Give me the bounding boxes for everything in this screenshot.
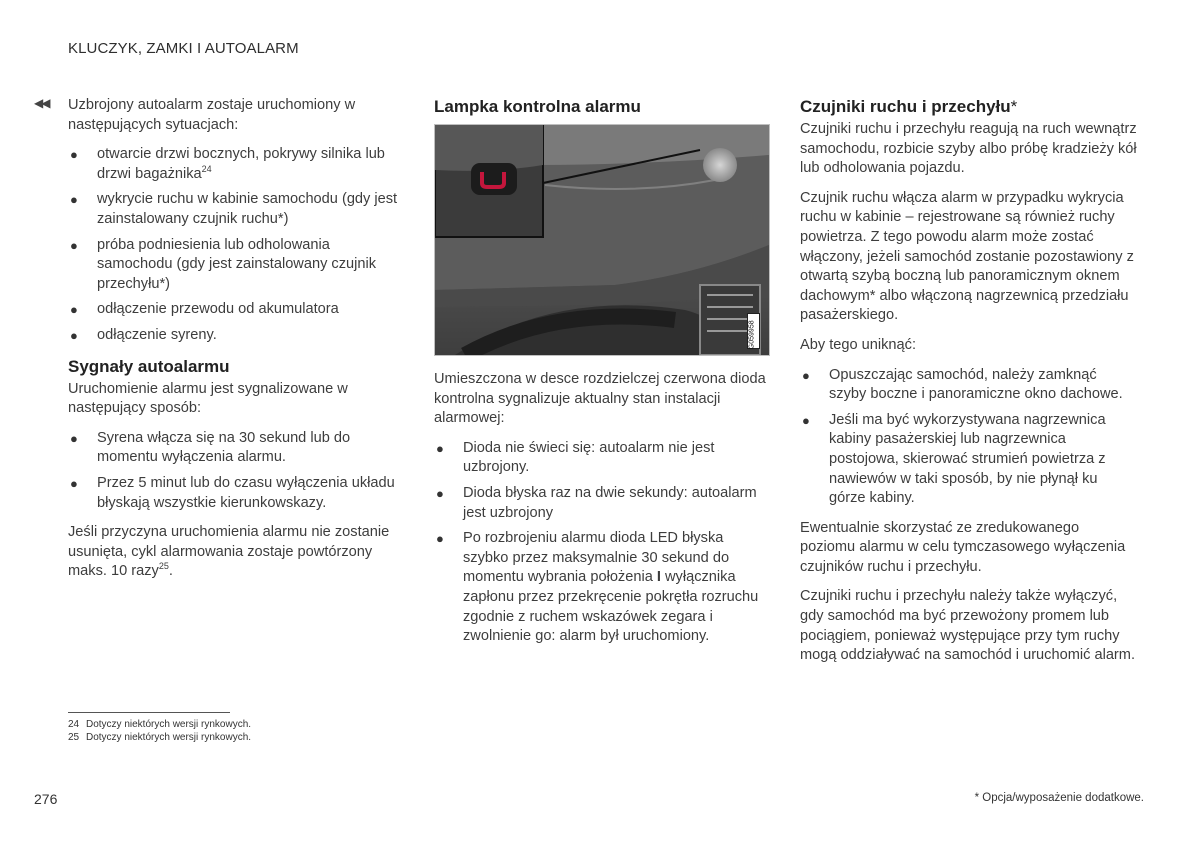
footnote-ref[interactable]: 25 [158, 561, 169, 572]
section-heading: Czujniki ruchu i przechyłu* [800, 97, 1018, 116]
prevention-list [800, 366, 1138, 509]
list-item: ● odłączenie syreny. [68, 326, 398, 346]
bullet-icon: ● [70, 430, 78, 446]
footnote: 25 Dotyczy niektórych wersji rynkowych. [68, 732, 252, 743]
section-heading: Lampka kontrolna alarmu [434, 97, 641, 116]
paragraph: Ewentualnie skorzystać ze zredukowanego poziomu alarmu w celu tymczasowego wyłączenia czujników ruchu i przechyłu. [800, 519, 1126, 575]
alarm-trigger-list [68, 145, 398, 345]
bullet-icon: ● [436, 440, 444, 456]
bullet-icon: ● [436, 531, 444, 547]
footnotes [68, 718, 251, 744]
bullet-icon: ● [70, 147, 78, 163]
list-item: ● wykrycie ruchu w kabinie samochodu (gdy jest zainstalowany czujnik ruchu*) [70, 191, 398, 227]
dashboard-led-photo [434, 124, 770, 356]
alarm-signal-list [68, 429, 398, 513]
paragraph: Czujnik ruchu włącza alarm w przypadku wykrycia ruchu w kabinie – rejestrowane są również ruchy powietrza. Z tego powodu alarm może zostać włączony, jeżeli samochód zostanie pozostawiony z otwartą szybą boczną lub panoramicznym oknem dachowym* albo włączoną nagrzewnicą przedziału pasażerskiego. [800, 189, 1134, 324]
image-code-label: G059958 [747, 313, 760, 349]
paragraph: Czujniki ruchu i przechyłu reagują na ruch wewnątrz samochodu, rozbicie szyby albo próbę kradzieży kół lub odholowania pojazdu. [800, 121, 1137, 177]
optional-equipment-note: * Opcja/wyposażenie dodatkowe. [974, 792, 1144, 804]
bullet-icon: ● [70, 327, 78, 343]
bullet-icon: ● [70, 302, 78, 318]
paragraph: Aby tego uniknąć: [800, 336, 917, 353]
bullet-icon: ● [70, 237, 78, 253]
paragraph: Umieszczona w desce rozdzielczej czerwona dioda kontrolna sygnalizuje aktualny stan instalacji alarmowej: [434, 371, 766, 427]
page-number: 276 [34, 791, 58, 807]
footnote-ref[interactable]: 24 [201, 163, 212, 174]
intro-paragraph: Uzbrojony autoalarm zostaje uruchomiony w następujących sytuacjach: [68, 97, 356, 133]
list-item: ● Dioda błyska raz na dwie sekundy: autoalarm jest uzbrojony [436, 484, 757, 521]
bullet-icon: ● [436, 485, 444, 501]
list-item: ● Przez 5 minut lub do czasu wyłączenia układu błyskają wszystkie kierunkowskazy. [70, 474, 395, 511]
column-2 [434, 96, 770, 657]
list-item: ● otwarcie drzwi bocznych, pokrywy silnika lub drzwi bagażnika$^{24}$ [70, 146, 385, 182]
list-item: ● Opuszczając samochód, należy zamknąć szyby boczne i panoramiczne okno dachowe. [802, 366, 1123, 403]
list-item: ● Dioda nie świeci się: autoalarm nie jest uzbrojony. [436, 439, 715, 476]
footnote-divider [68, 712, 230, 713]
paragraph: Uruchomienie alarmu jest sygnalizowane w następujący sposób: [68, 380, 348, 417]
list-item: ● Po rozbrojeniu alarmu dioda LED błyska szybko przez maksymalnie 30 sekund do momentu wybrania położenia I wyłącznika zapłonu przez przekręcenie pokrętła rozruchu zgodnie z ruchem wskazówek zegara i zwolnienie go: alarm był uruchomiony. [436, 530, 759, 645]
bullet-icon: ● [802, 367, 810, 383]
bullet-icon: ● [802, 412, 810, 428]
list-item: ● Syrena włącza się na 30 sekund lub do momentu wyłączenia alarmu. [70, 429, 351, 466]
list-item: ● odłączenie przewodu od akumulatora [68, 300, 398, 320]
led-status-list [434, 439, 770, 647]
list-item: ● Jeśli ma być wykorzystywana nagrzewnica kabiny pasażerskiej lub nagrzewnica postojowa, skierować strumień powietrza z nawiewów w taki sposób, by nie płynął ku górze kabiny. [802, 411, 1106, 507]
section-heading: Sygnały autoalarmu [68, 356, 230, 376]
column-3 [800, 96, 1138, 676]
bullet-icon: ● [70, 475, 78, 491]
dashboard-illustration [435, 125, 769, 355]
list-item: ● próba podniesienia lub odholowania samochodu (gdy jest zainstalowany czujnik przechyłu*) [70, 236, 377, 292]
continuation-icon: ◀◀ [34, 96, 49, 110]
page-header: KLUCZYK, ZAMKI I AUTOALARM [68, 40, 299, 57]
paragraph: Jeśli przyczyna uruchomienia alarmu nie zostanie usunięta, cykl alarmowania zostaje powtórzony maks. 10 razy$^{25}$. [68, 524, 390, 580]
paragraph: Czujniki ruchu i przechyłu należy także wyłączyć, gdy samochód ma być przewożony promem lub pociągiem, ponieważ występujące przy tym ruchy mogą oddziaływać na samochód i uruchomić alarm. [800, 588, 1136, 664]
bullet-icon: ● [70, 192, 78, 208]
column-1 [68, 96, 398, 592]
footnote: 24 Dotyczy niektórych wersji rynkowych. [68, 719, 252, 730]
